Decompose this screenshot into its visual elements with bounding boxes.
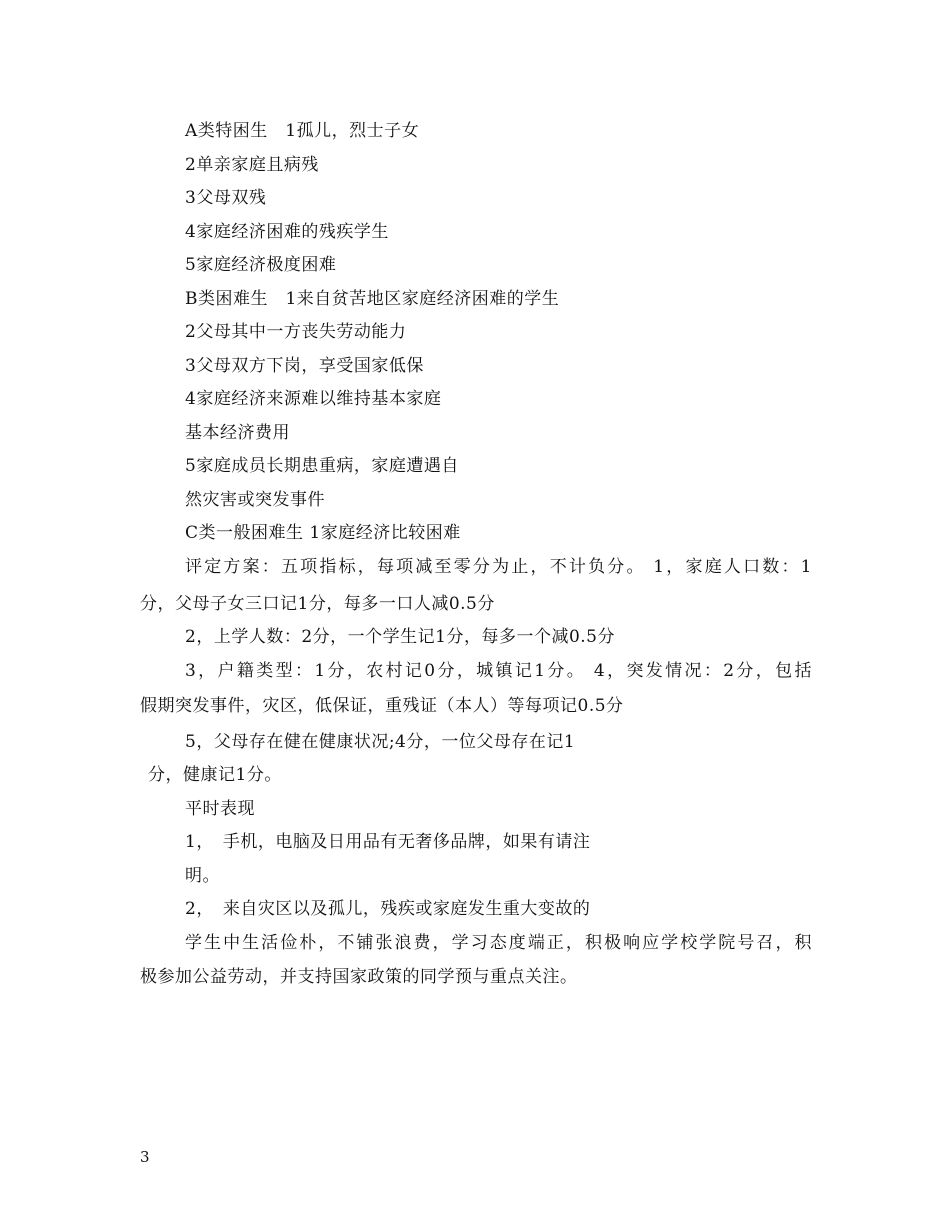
paragraph-line: 然灾害或突发事件 <box>185 490 325 510</box>
category-a-line: A类特困生 1孤儿，烈士子女 <box>185 121 420 141</box>
paragraph-line: 2，上学人数：2分，一个学生记1分，每多一个减0.5分 <box>185 627 615 647</box>
paragraph-line: 基本经济费用 <box>185 423 290 443</box>
paragraph-line: 3，户籍类型：1分，农村记0分，城镇记1分。 4，突发情况：2分，包括 <box>185 661 812 681</box>
paragraph-line: 5家庭经济极度困难 <box>185 255 337 275</box>
paragraph-line: 2， 来自灾区以及孤儿，残疾或家庭发生重大变故的 <box>185 899 591 919</box>
paragraph-line: 假期突发事件，灾区，低保证，重残证（本人）等每项记0.5分 <box>140 696 624 716</box>
paragraph-line: 5，父母存在健在健康状况;4分，一位父母存在记1 <box>185 732 576 752</box>
paragraph-line: 4家庭经济来源难以维持基本家庭 <box>185 389 442 409</box>
category-c-line: C类一般困难生 1家庭经济比较困难 <box>185 523 461 543</box>
paragraph-line: 3父母双方下岗，享受国家低保 <box>185 356 424 376</box>
paragraph-line: 学生中生活俭朴，不铺张浪费，学习态度端正，积极响应学校学院号召，积 <box>185 933 812 953</box>
paragraph-line: 分，健康记1分。 <box>148 765 282 785</box>
paragraph-line: 明。 <box>185 866 220 886</box>
paragraph-line: 1， 手机，电脑及日用品有无奢侈品牌，如果有请注 <box>185 832 591 852</box>
paragraph-line: 3父母双残 <box>185 188 267 208</box>
paragraph-line: 5家庭成员长期患重病，家庭遭遇自 <box>185 456 459 476</box>
page-number: 3 <box>140 1148 150 1166</box>
paragraph-line: 2父母其中一方丧失劳动能力 <box>185 322 407 342</box>
category-b-line: B类困难生 1来自贫苦地区家庭经济困难的学生 <box>185 289 560 309</box>
evaluation-plan-line: 评定方案：五项指标，每项减至零分为止，不计负分。 1，家庭人口数：1 <box>185 557 812 577</box>
paragraph-line: 2单亲家庭且病残 <box>185 155 319 175</box>
paragraph-line: 分，父母子女三口记1分，每多一口人减0.5分 <box>140 594 495 614</box>
section-heading: 平时表现 <box>185 799 255 819</box>
paragraph-line: 极参加公益劳动，并支持国家政策的同学预与重点关注。 <box>140 967 578 987</box>
paragraph-line: 4家庭经济困难的残疾学生 <box>185 222 389 242</box>
